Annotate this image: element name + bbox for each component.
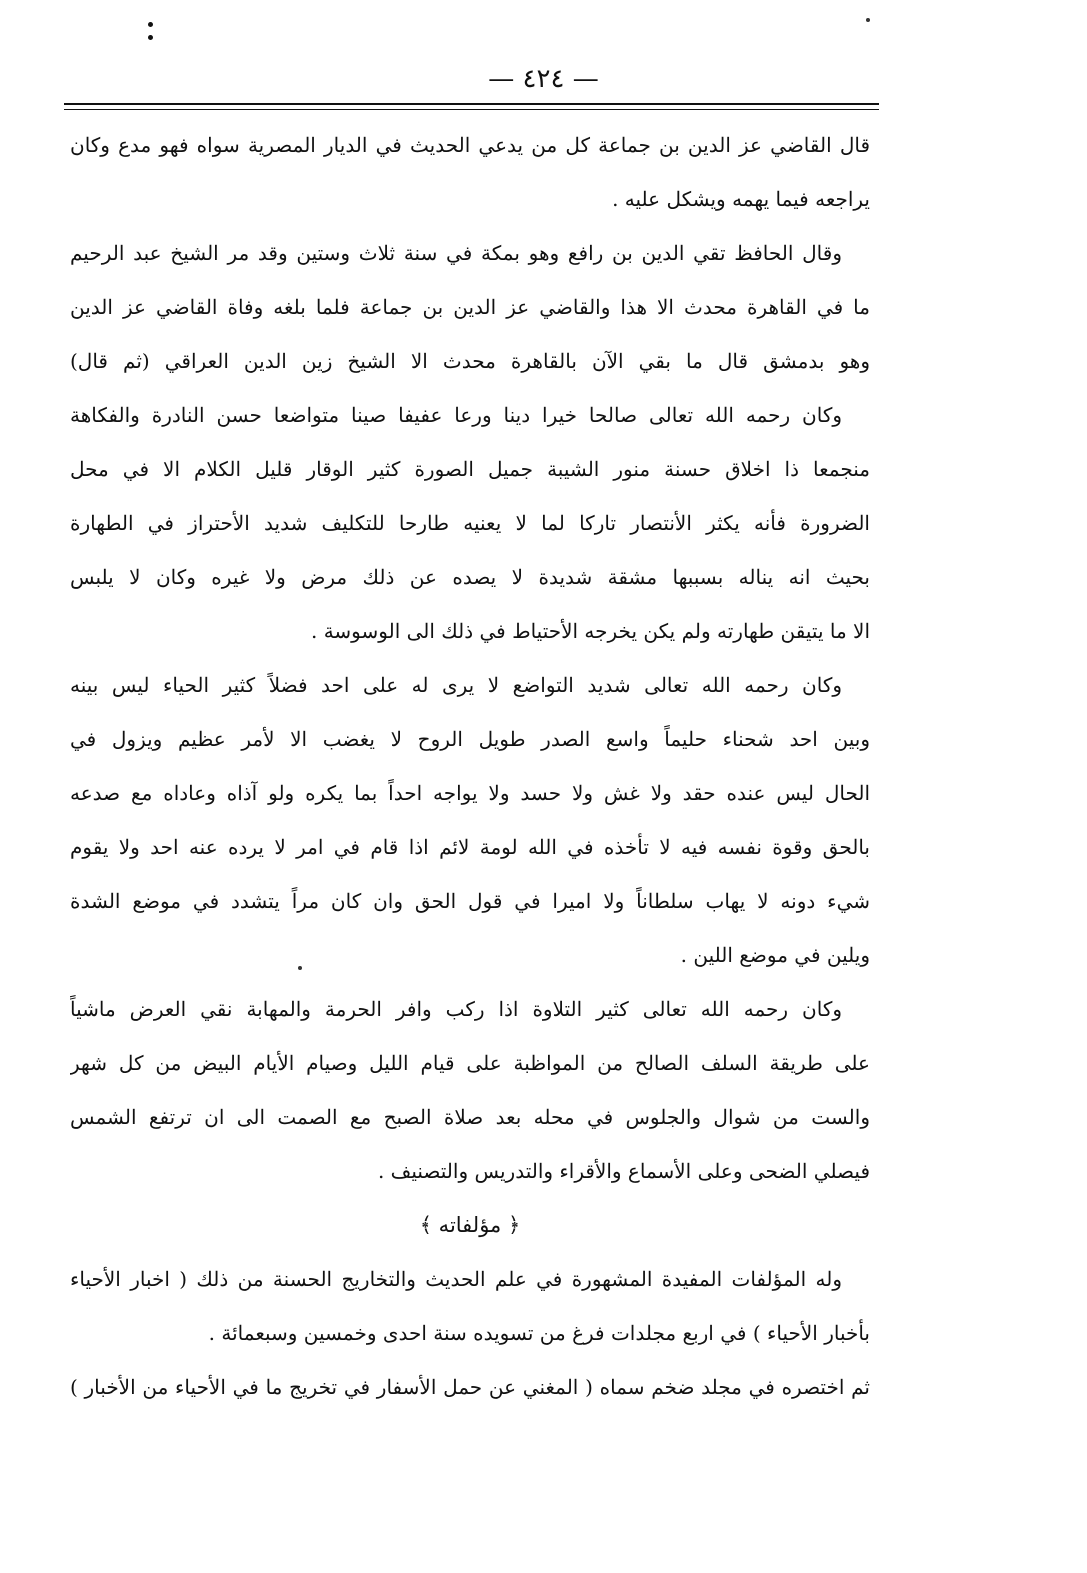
text-line: منجمعا ذا اخلاق حسنة منور الشيبة جميل الصورة كثير الوقار قليل الكلام الا في محل xyxy=(70,457,870,481)
text-line: الضرورة فأنه يكثر الأنتصار تاركا لما لا يعنيه طارحا للتكليف شديد الأحتراز في الطهارة xyxy=(70,511,870,535)
text-line: وكان رحمه الله تعالى صالحا خيرا دينا ورعا عفيفا صينا متواضعا حسن النادرة والفكاهة xyxy=(70,403,842,427)
text-line: فيصلي الضحى وعلى الأسماع والأقراء والتدريس والتصنيف . xyxy=(377,1159,870,1183)
page-number: — ٤٢٤ — xyxy=(488,64,599,94)
header-rule xyxy=(64,103,879,105)
text-line: وله المؤلفات المفيدة المشهورة في علم الحديث والتخاريج الحسنة من ذلك ( اخبار الأحياء xyxy=(70,1267,843,1291)
text-line: يراجعه فيما يهمه ويشكل عليه . xyxy=(612,187,870,211)
body-text xyxy=(70,118,870,1414)
text-line: وقال الحافظ تقي الدين بن رافع وهو بمكة في سنة ثلاث وستين وقد مر الشيخ عبد الرحيم xyxy=(70,241,842,265)
text-line: بحيث انه يناله بسببها مشقة شديدة لا يصده عن ذلك مرض ولا غيره وكان لا يلبس xyxy=(70,565,870,589)
text-line: الحال ليس عنده حقد ولا غش ولا حسد ولا يواجه احداً بما يكره ولو آذاه وعاداه مع صدعه xyxy=(70,781,870,805)
text-line: وبين احد شحناء حليماً واسع الصدر طويل الروح لا يغضب الا لأمر عظيم ويزول في xyxy=(70,727,870,751)
header-rule-thin xyxy=(64,109,879,110)
text-line: والست من شوال والجلوس في محله بعد صلاة الصبح مع الصمت الى ان ترتفع الشمس xyxy=(70,1105,870,1129)
text-line: ما في القاهرة محدث الا هذا والقاضي عز الدين بن جماعة فلما بلغه وفاة القاضي عز الدين xyxy=(70,295,870,319)
text-line: وكان رحمه الله تعالى كثير التلاوة اذا ركب وافر الحرمة والمهابة نقي العرض ماشياً xyxy=(70,997,842,1021)
text-line: وهو بدمشق قال ما بقي الآن بالقاهرة محدث الا الشيخ زين الدين العراقي (ثم قال) xyxy=(70,349,870,373)
text-line: شيء دونه لا يهاب سلطاناً ولا اميرا في قول الحق وان كان مراً يتشدد في موضع الشدة xyxy=(70,889,870,913)
section-heading: ﴿ مؤلفاته ﴾ xyxy=(419,1213,521,1237)
ink-speck xyxy=(298,966,302,970)
text-line: ثم اختصره في مجلد ضخم سماه ( المغني عن حمل الأسفار في تخريج ما في الأحياء من الأخبار ) xyxy=(70,1375,870,1399)
text-line: قال القاضي عز الدين بن جماعة كل من يدعي الحديث في الديار المصرية سواه فهو مدع وكان xyxy=(70,133,870,157)
text-line: الا ما يتيقن طهارته ولم يكن يخرجه الأحتياط في ذلك الى الوسوسة . xyxy=(310,619,870,643)
ink-speck xyxy=(866,18,870,22)
text-line: وكان رحمه الله تعالى شديد التواضع لا يرى له على احد فضلاً كثير الحياء ليس بينه xyxy=(70,673,842,697)
text-line: بأخبار الأحياء ) في اربع مجلدات فرغ من تسويده سنة احدى وخمسين وسبعمائة . xyxy=(208,1321,870,1345)
page-speck-mark xyxy=(148,22,154,46)
text-line: بالحق وقوة نفسه فيه لا تأخذه في الله لومة لائم اذا قام في امر لا يرده عنه احد ولا يقوم xyxy=(70,835,870,859)
text-line: على طريقة السلف الصالح من المواظبة على قيام الليل وصيام الأيام البيض من كل شهر xyxy=(70,1051,870,1075)
text-line: ويلين في موضع اللين . xyxy=(680,943,870,967)
